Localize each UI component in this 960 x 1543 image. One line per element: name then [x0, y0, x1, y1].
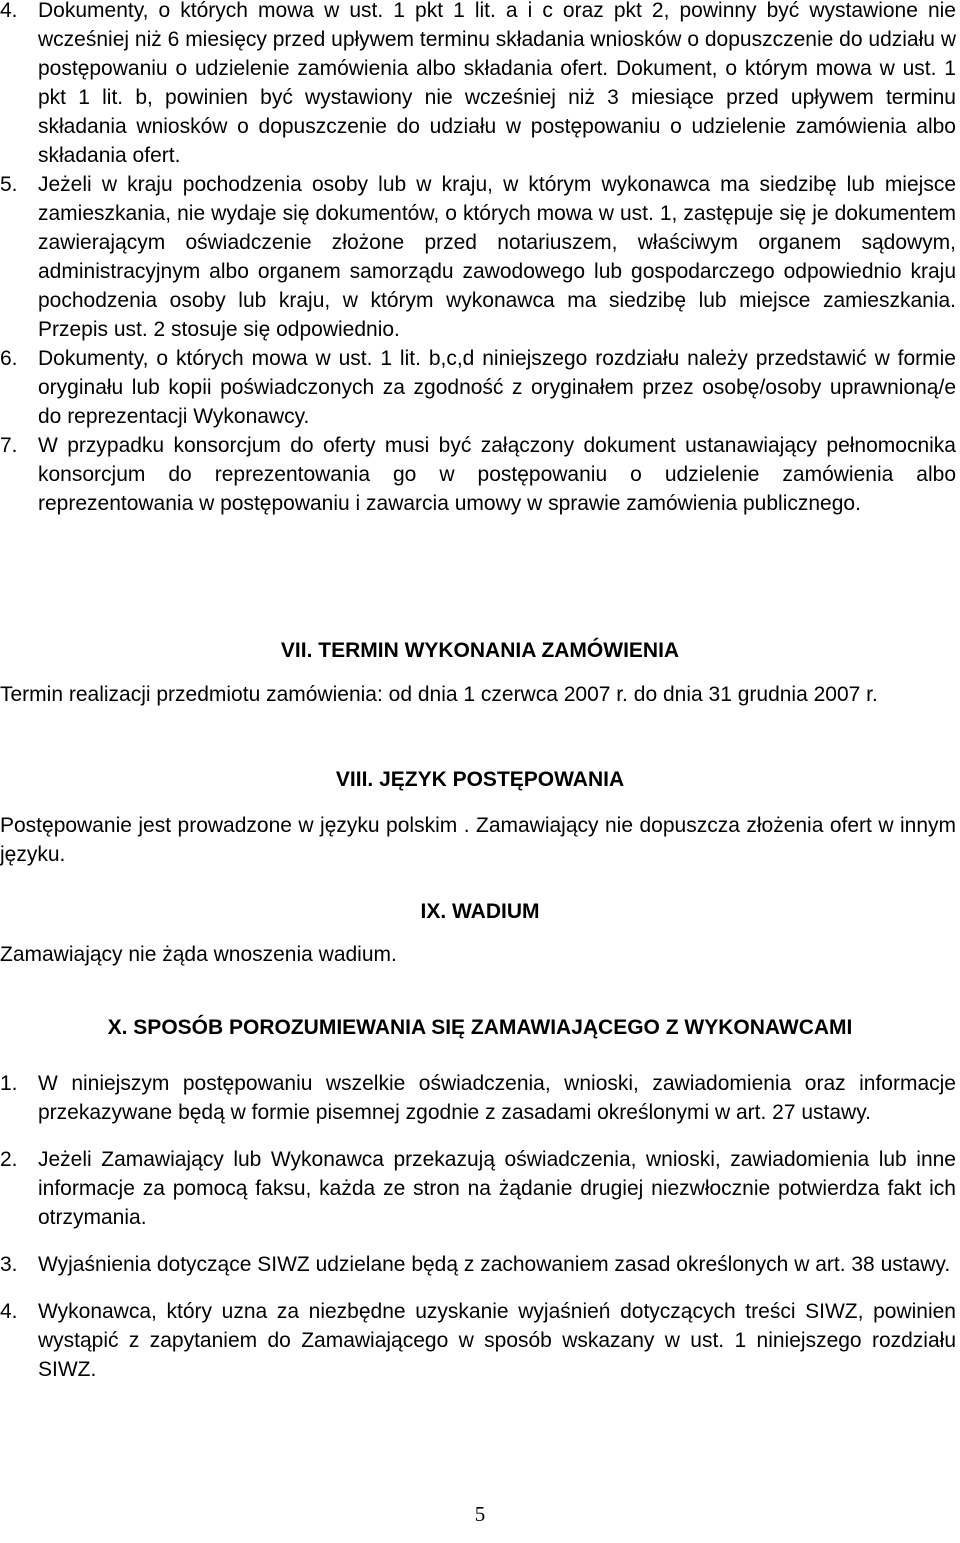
list-item-number: 2. — [0, 1148, 18, 1171]
list-item-number: 4. — [0, 1300, 18, 1323]
list-item-text: W przypadku konsorcjum do oferty musi być załączony dokument ustanawiający pełnomocnika konsorcjum do reprezentowania go w postępowaniu o udzielenie zamówienia albo reprezentowania w postępowaniu i zawarcia umowy w sprawie zamówienia publicznego. — [38, 434, 956, 515]
section-ix-heading: IX. WADIUM — [420, 900, 540, 923]
list-item — [0, 0, 960, 170]
page-number: 5 — [474, 1502, 486, 1526]
list-item — [0, 170, 960, 344]
list-item — [0, 1145, 960, 1232]
section-x-heading: X. SPOSÓB POROZUMIEWANIA SIĘ ZAMAWIAJĄCEGO Z WYKONAWCAMI — [107, 1016, 853, 1039]
list-item-text: Dokumenty, o których mowa w ust. 1 lit. b,c,d niniejszego rozdziału należy przedstawić w formie oryginału lub kopii poświadczonych za zgodność z oryginałem przez osobę/osoby uprawnioną/e do reprezentacji Wykonawcy. — [38, 347, 956, 428]
list-item-text: Wyjaśnienia dotyczące SIWZ udzielane będą z zachowaniem zasad określonych w art. 38 ustawy. — [38, 1253, 951, 1276]
section-vii-heading: VII. TERMIN WYKONANIA ZAMÓWIENIA — [280, 639, 680, 662]
list-item-text: W niniejszym postępowaniu wszelkie oświadczenia, wnioski, zawiadomienia oraz informacje przekazywane będą w formie pisemnej zgodnie z zasadami określonymi w art. 27 ustawy. — [38, 1072, 956, 1124]
list-item — [0, 1297, 960, 1384]
list-item-number: 5. — [0, 173, 18, 196]
communication-list — [0, 1069, 960, 1384]
list-item — [0, 344, 960, 431]
list-item-text: Jeżeli Zamawiający lub Wykonawca przekazują oświadczenia, wnioski, zawiadomienia lub inne informacje za pomocą faksu, każda ze stron na żądanie drugiej niezwłocznie potwierdza fakt ich otrzymania. — [38, 1148, 956, 1229]
requirements-list — [0, 0, 960, 518]
section-viii-heading: VIII. JĘZYK POSTĘPOWANIA — [335, 768, 625, 791]
list-item-number: 1. — [0, 1072, 18, 1095]
section-vii-text: Termin realizacji przedmiotu zamówienia: od dnia 1 czerwca 2007 r. do dnia 31 grudnia 2007 r. — [0, 683, 878, 706]
list-item-number: 7. — [0, 434, 18, 457]
list-item — [0, 431, 960, 518]
list-item-text: Dokumenty, o których mowa w ust. 1 pkt 1 lit. a i c oraz pkt 2, powinny być wystawione nie wcześniej niż 6 miesięcy przed upływem terminu składania wniosków o dopuszczenie do udziału w postępowaniu o udzielenie zamówienia albo składania ofert. Dokument, o którym mowa w ust. 1 pkt 1 lit. b, powinien być wystawiony nie wcześniej niż 3 miesiące przed upływem terminu składania wniosków o dopuszczenie do udziału w postępowaniu o udzielenie zamówienia albo składania ofert. — [38, 0, 956, 167]
section-ix-text: Zamawiający nie żąda wnoszenia wadium. — [0, 943, 397, 966]
list-item-text: Wykonawca, który uzna za niezbędne uzyskanie wyjaśnień dotyczących treści SIWZ, powinien wystąpić z zapytaniem do Zamawiającego w sposób wskazany w ust. 1 niniejszego rozdziału SIWZ. — [38, 1300, 956, 1381]
list-item-number: 6. — [0, 347, 18, 370]
section-viii-text: Postępowanie jest prowadzone w języku polskim . Zamawiający nie dopuszcza złożenia ofert w innym języku. — [0, 814, 956, 866]
list-item — [0, 1250, 960, 1279]
list-item-text: Jeżeli w kraju pochodzenia osoby lub w kraju, w którym wykonawca ma siedzibę lub miejsce zamieszkania, nie wydaje się dokumentów, o których mowa w ust. 1, zastępuje się je dokumentem zawierającym oświadczenie złożone przed notariuszem, właściwym organem sądowym, administracyjnym albo organem samorządu zawodowego lub gospodarczego odpowiednio kraju pochodzenia osoby lub kraju, w którym wykonawca ma siedzibę lub miejsce zamieszkania. Przepis ust. 2 stosuje się odpowiednio. — [38, 173, 956, 341]
list-item — [0, 1069, 960, 1127]
list-item-number: 4. — [0, 0, 18, 22]
list-item-number: 3. — [0, 1253, 18, 1276]
